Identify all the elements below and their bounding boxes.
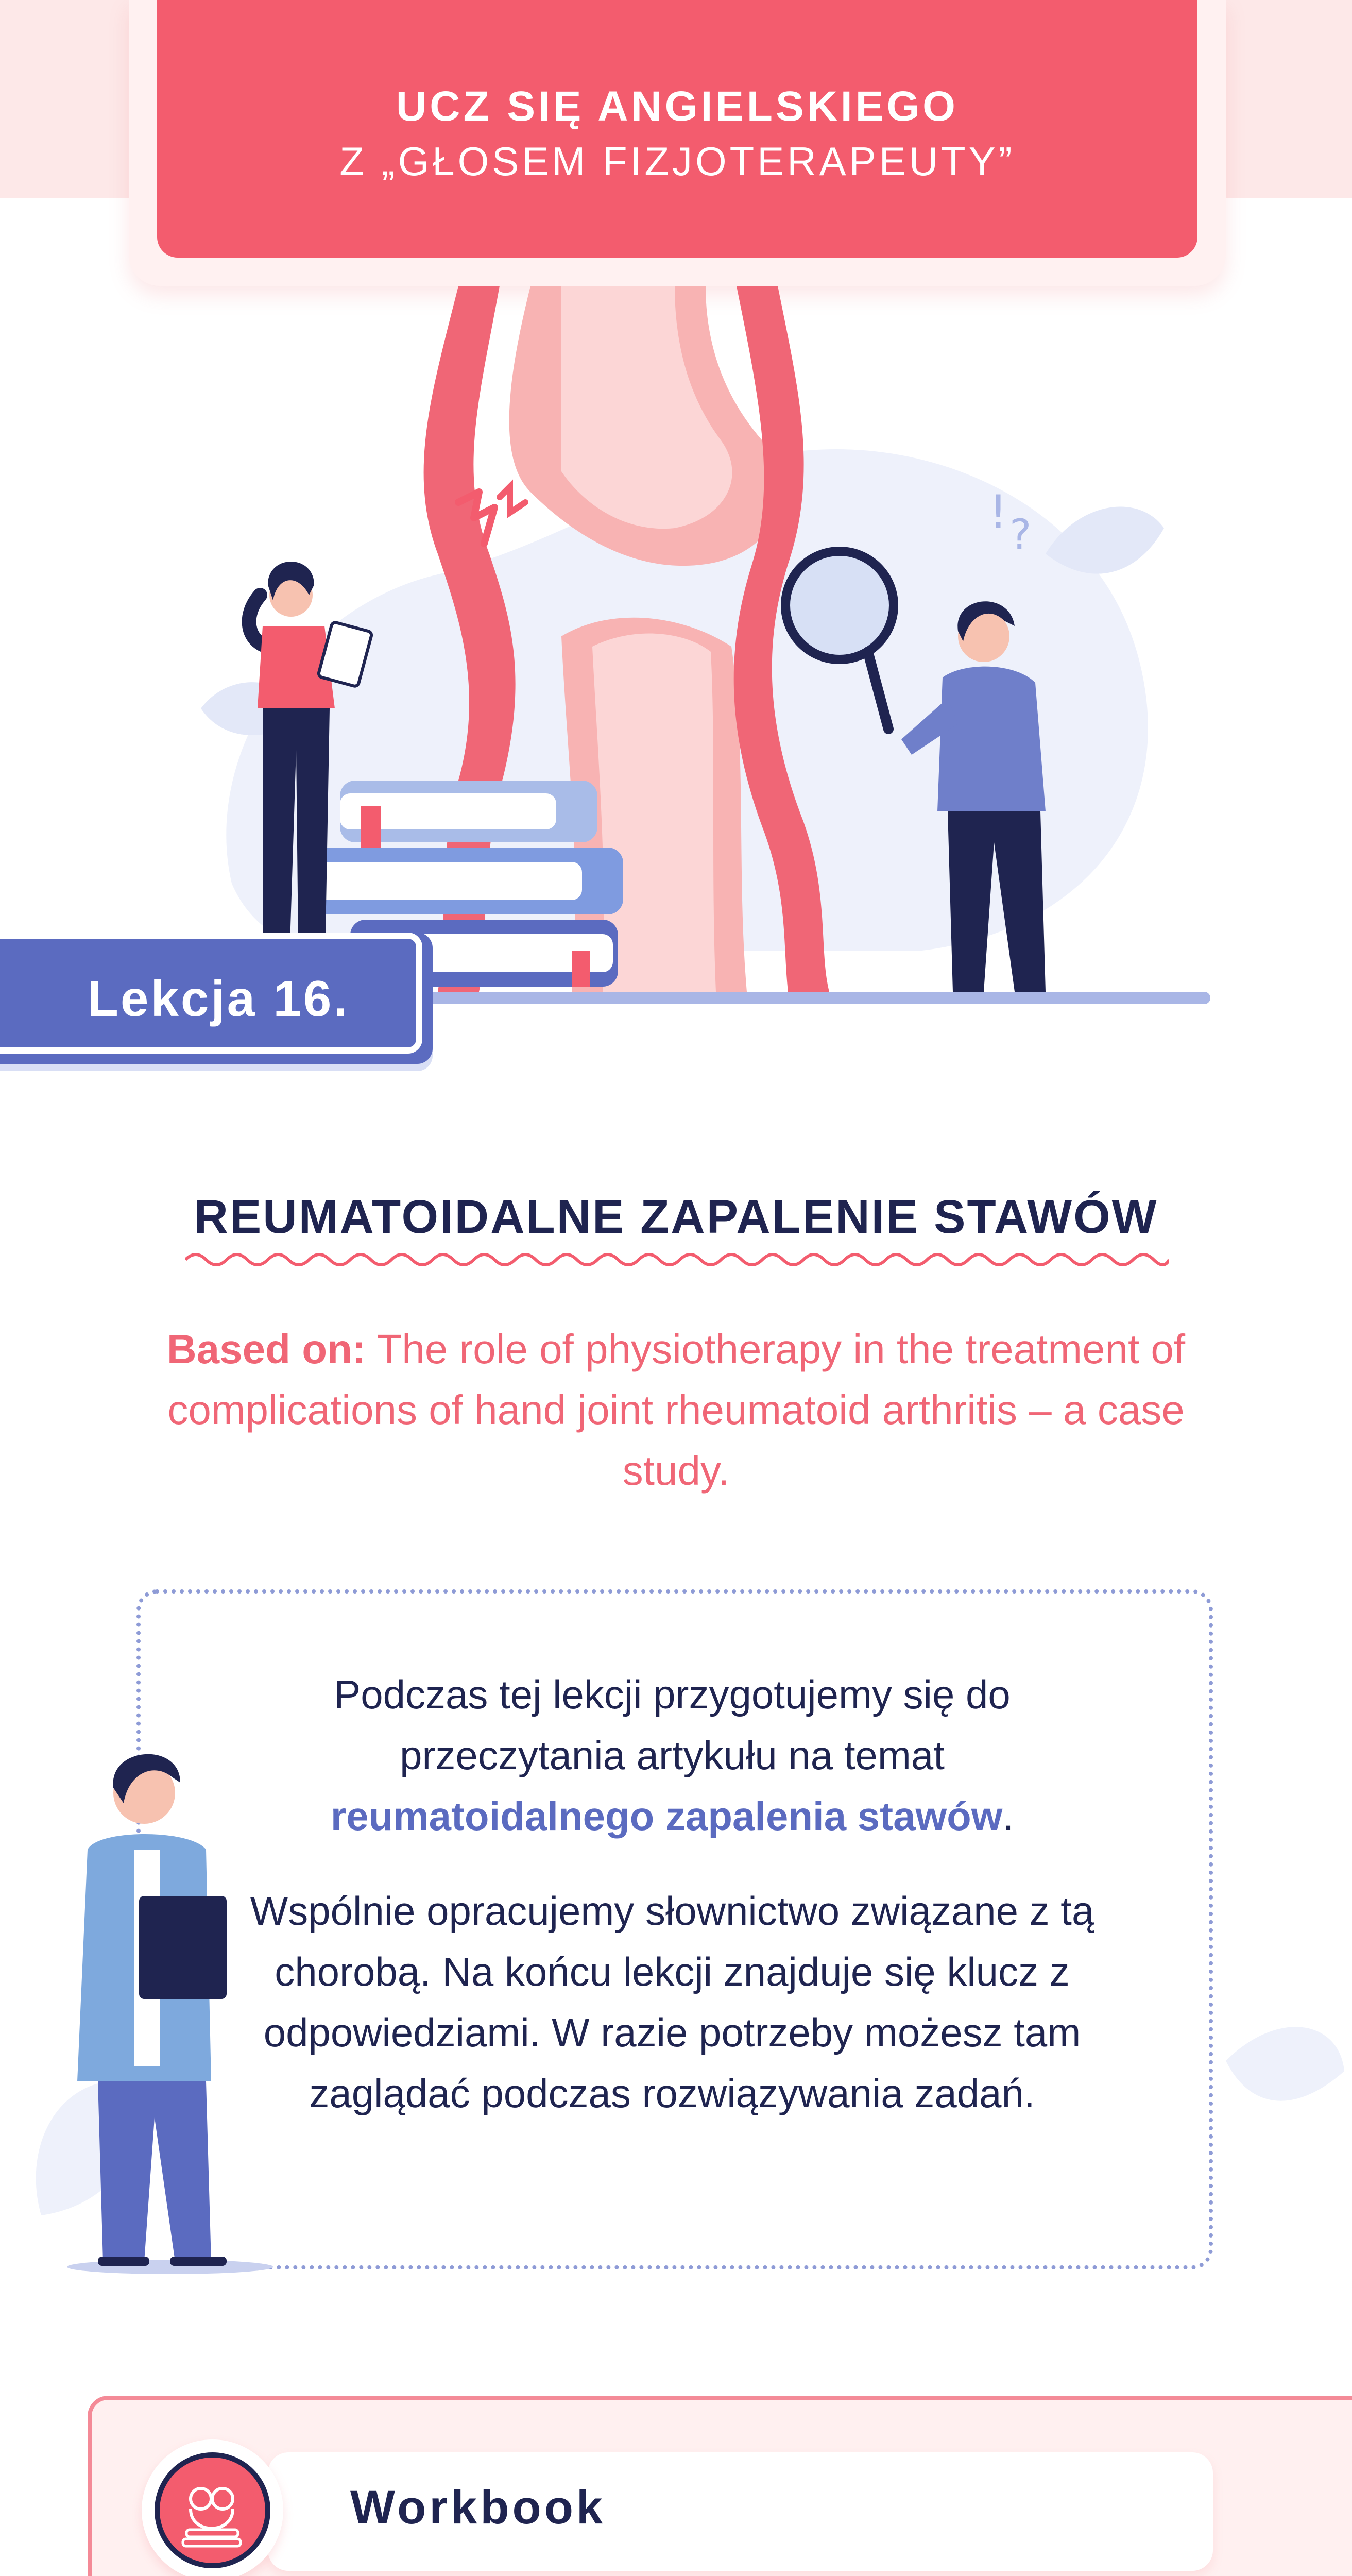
owl-on-books-icon	[155, 2452, 270, 2568]
lesson-title: REUMATOIDALNE ZAPALENIE STAWÓW	[194, 1191, 1158, 1243]
intro-text-end: .	[1002, 1793, 1014, 1839]
lesson-number: Lekcja 16.	[88, 970, 350, 1027]
intro-text: Podczas tej lekcji przygotujemy się do przeczytania artykułu na temat	[334, 1672, 1011, 1778]
doctor-clipboard-illustration	[57, 1747, 273, 2277]
leaf-decoration	[1046, 507, 1164, 574]
header-title: UCZ SIĘ ANGIELSKIEGO	[396, 83, 959, 130]
source-article	[118, 1319, 1234, 1501]
magnifier-icon	[785, 551, 894, 659]
question-mark-icon: ?	[1009, 511, 1032, 558]
header-card	[157, 0, 1197, 258]
intro-paragraph-1	[247, 1664, 1097, 1846]
doctor-coat	[937, 667, 1046, 811]
doctor-legs	[98, 2081, 211, 2262]
knee-joint-illustration	[170, 286, 1252, 1018]
title-wave-underline	[185, 1249, 1169, 1270]
lesson-tab	[0, 933, 433, 1064]
clipboard-icon	[139, 1896, 227, 1999]
intro-paragraph-2: Wspólnie opracujemy słownictwo związane z tą chorobą. Na końcu lekcji znajduje się klucz z odpowiedziami. W razie potrzeby możesz tam zaglądać podczas rozwiązywania zadań.	[250, 1888, 1094, 2116]
header-subtitle: Z „GŁOSEM FIZJOTERAPEUTY”	[339, 139, 1015, 184]
source-text: The role of physiotherapy in the treatment of complications of hand joint rheumatoid arthritis – a case study.	[167, 1326, 1186, 1494]
intro-highlight: reumatoidalnego zapalenia stawów	[330, 1793, 1003, 1839]
question-mark-icon: !	[989, 485, 1008, 539]
pain-lightning-icon	[500, 487, 525, 513]
workbook-title: Workbook	[350, 2481, 606, 2534]
floor-line	[386, 992, 1210, 1004]
source-label: Based on:	[166, 1326, 366, 1372]
